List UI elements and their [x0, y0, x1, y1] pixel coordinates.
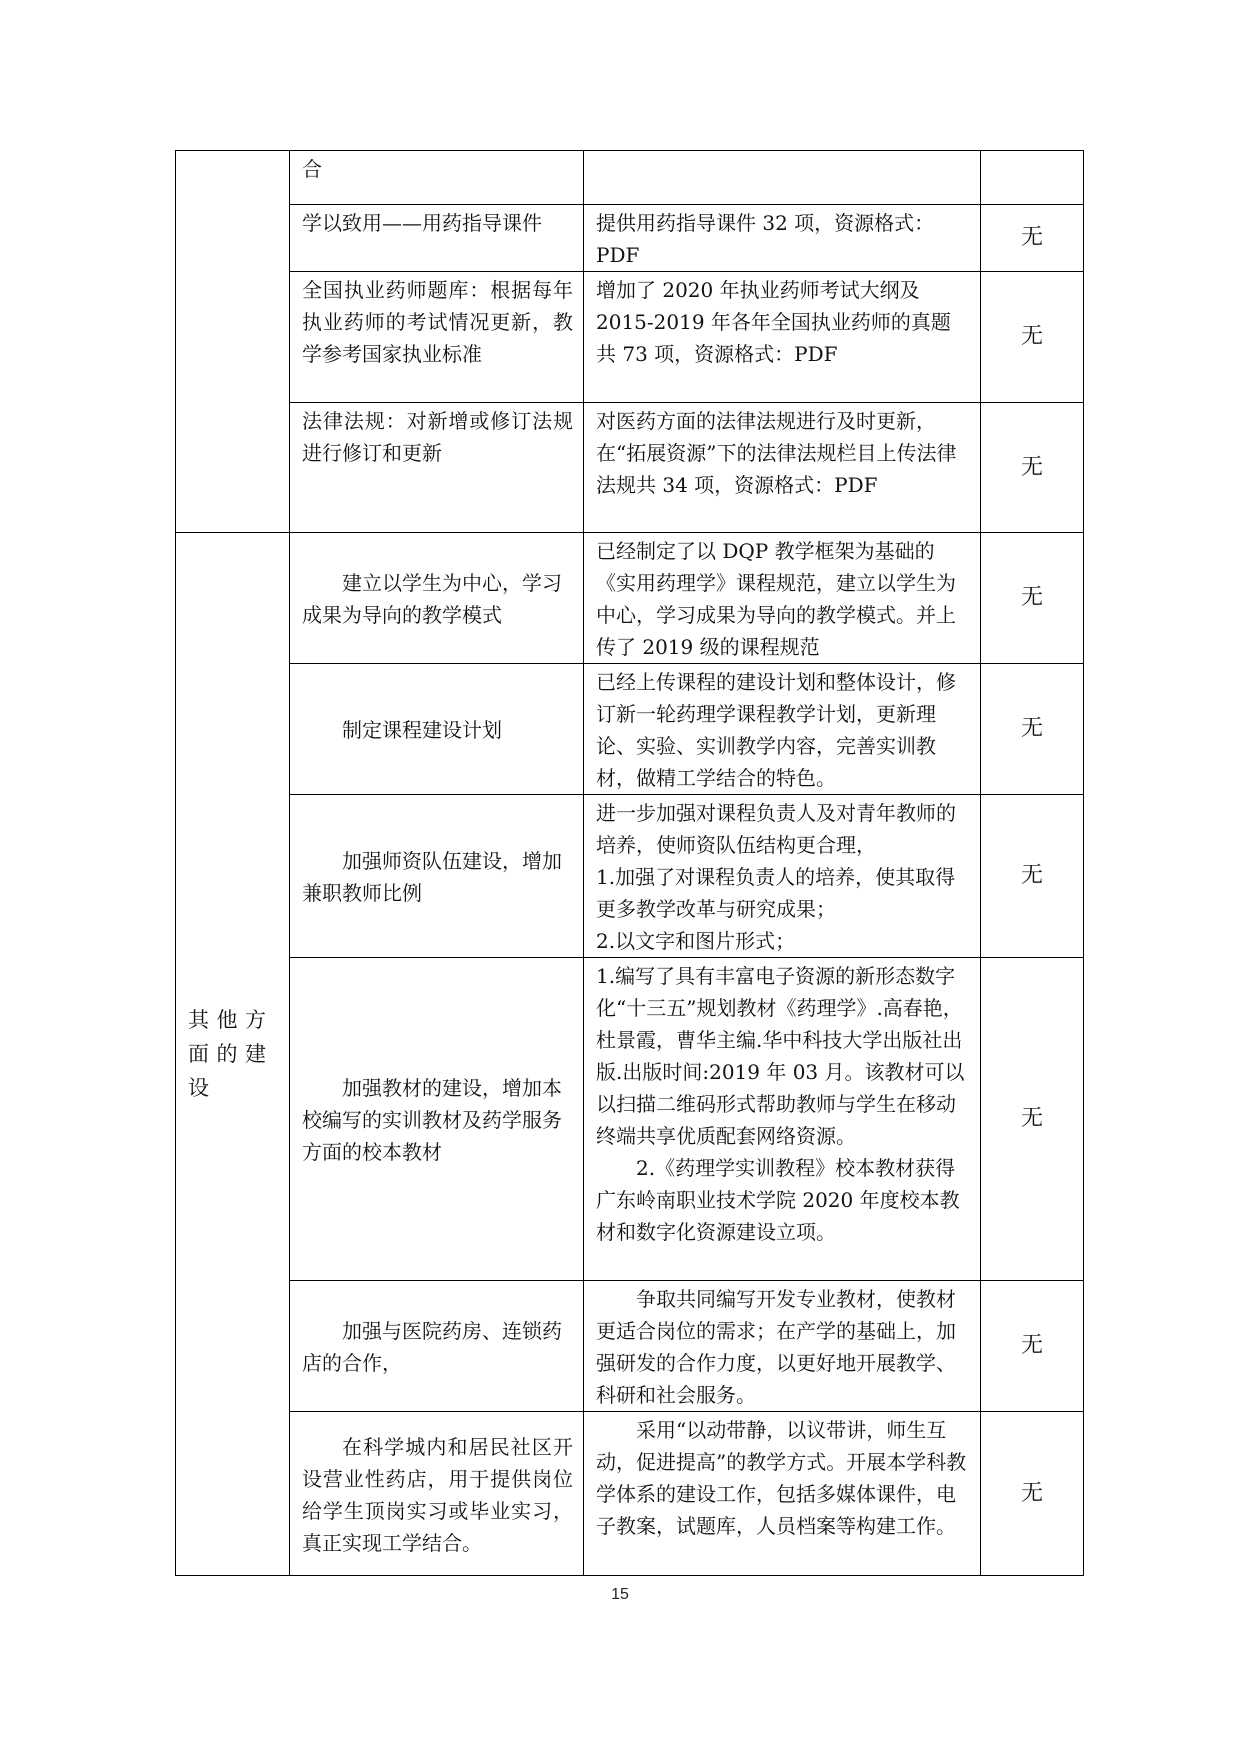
item-cell: 全国执业药师题库：根据每年执业药师的考试情况更新，教学参考国家执业标准 [290, 272, 584, 403]
detail-cell [584, 151, 981, 205]
item-cell: 制定课程建设计划 [290, 664, 584, 795]
detail-cell: 已经上传课程的建设计划和整体设计，修订新一轮药理学课程教学计划，更新理论、实验、实训教学内容，完善实训教材，做精工学结合的特色。 [584, 664, 981, 795]
table-row [176, 151, 1084, 205]
status-cell: 无 [981, 1412, 1084, 1576]
table-row [176, 1281, 1084, 1412]
detail-cell [584, 795, 981, 958]
table-row [176, 403, 1084, 533]
detail-cell: 对医药方面的法律法规进行及时更新，在“拓展资源”下的法律法规栏目上传法律法规共 34 项，资源格式：PDF [584, 403, 981, 533]
table-row [176, 205, 1084, 272]
status-cell [981, 151, 1084, 205]
detail-cell: 争取共同编写开发专业教材，使教材更适合岗位的需求；在产学的基础上，加强研发的合作力度，以更好地开展教学、科研和社会服务。 [584, 1281, 981, 1412]
detail-cell: 提供用药指导课件 32 项，资源格式：PDF [584, 205, 981, 272]
table-row [176, 958, 1084, 1281]
detail-paragraph: 1.编写了具有丰富电子资源的新形态数字化“十三五”规划教材《药理学》.高春艳，杜景霞，曹华主编.华中科技大学出版社出版.出版时间:2019 年 03 月。该教材可以以扫描二维码形式帮助教师与学生在移动终端共享优质配套网络资源。 [596, 964, 965, 1148]
item-cell: 加强与医院药房、连锁药店的合作， [290, 1281, 584, 1412]
status-cell: 无 [981, 795, 1084, 958]
detail-cell [584, 958, 981, 1281]
table-row [176, 533, 1084, 664]
category-cell-empty [176, 151, 290, 533]
detail-cell: 增加了 2020 年执业药师考试大纲及 2015-2019 年各年全国执业药师的真题共 73 项，资源格式：PDF [584, 272, 981, 403]
category-cell [176, 533, 290, 1576]
status-cell: 无 [981, 958, 1084, 1281]
page-number: 15 [611, 1586, 629, 1603]
item-cell: 合 [290, 151, 584, 205]
table-row [176, 664, 1084, 795]
category-label: 其他方面的建设 [188, 1008, 266, 1100]
status-cell: 无 [981, 664, 1084, 795]
item-cell: 建立以学生为中心，学习成果为导向的教学模式 [290, 533, 584, 664]
status-cell: 无 [981, 272, 1084, 403]
table-row [176, 1412, 1084, 1576]
table-row [176, 795, 1084, 958]
detail-paragraph: 进一步加强对课程负责人及对青年教师的培养，使师资队伍结构更合理， [596, 801, 956, 857]
course-construction-table [175, 150, 1084, 1576]
item-cell: 加强师资队伍建设，增加兼职教师比例 [290, 795, 584, 958]
table-row [176, 272, 1084, 403]
detail-cell: 采用“以动带静，以议带讲，师生互动，促进提高”的教学方式。开展本学科教学体系的建设工作，包括多媒体课件，电子教案，试题库，人员档案等构建工作。 [584, 1412, 981, 1576]
status-cell: 无 [981, 403, 1084, 533]
detail-paragraph: 2.《药理学实训教程》校本教材获得广东岭南职业技术学院 2020 年度校本教材和数字化资源建设立项。 [596, 1156, 960, 1244]
status-cell: 无 [981, 205, 1084, 272]
status-cell: 无 [981, 1281, 1084, 1412]
detail-paragraph: 1.加强了对课程负责人的培养，使其取得更多教学改革与研究成果； [596, 865, 956, 921]
status-cell: 无 [981, 533, 1084, 664]
detail-paragraph: 2.以文字和图片形式； [596, 929, 796, 953]
item-cell: 在科学城内和居民社区开设营业性药店，用于提供岗位给学生顶岗实习或毕业实习，真正实现工学结合。 [290, 1412, 584, 1576]
item-cell: 法律法规：对新增或修订法规进行修订和更新 [290, 403, 584, 533]
detail-cell: 已经制定了以 DQP 教学框架为基础的《实用药理学》课程规范，建立以学生为中心，学习成果为导向的教学模式。并上传了 2019 级的课程规范 [584, 533, 981, 664]
item-cell: 学以致用——用药指导课件 [290, 205, 584, 272]
item-cell: 加强教材的建设，增加本校编写的实训教材及药学服务方面的校本教材 [290, 958, 584, 1281]
